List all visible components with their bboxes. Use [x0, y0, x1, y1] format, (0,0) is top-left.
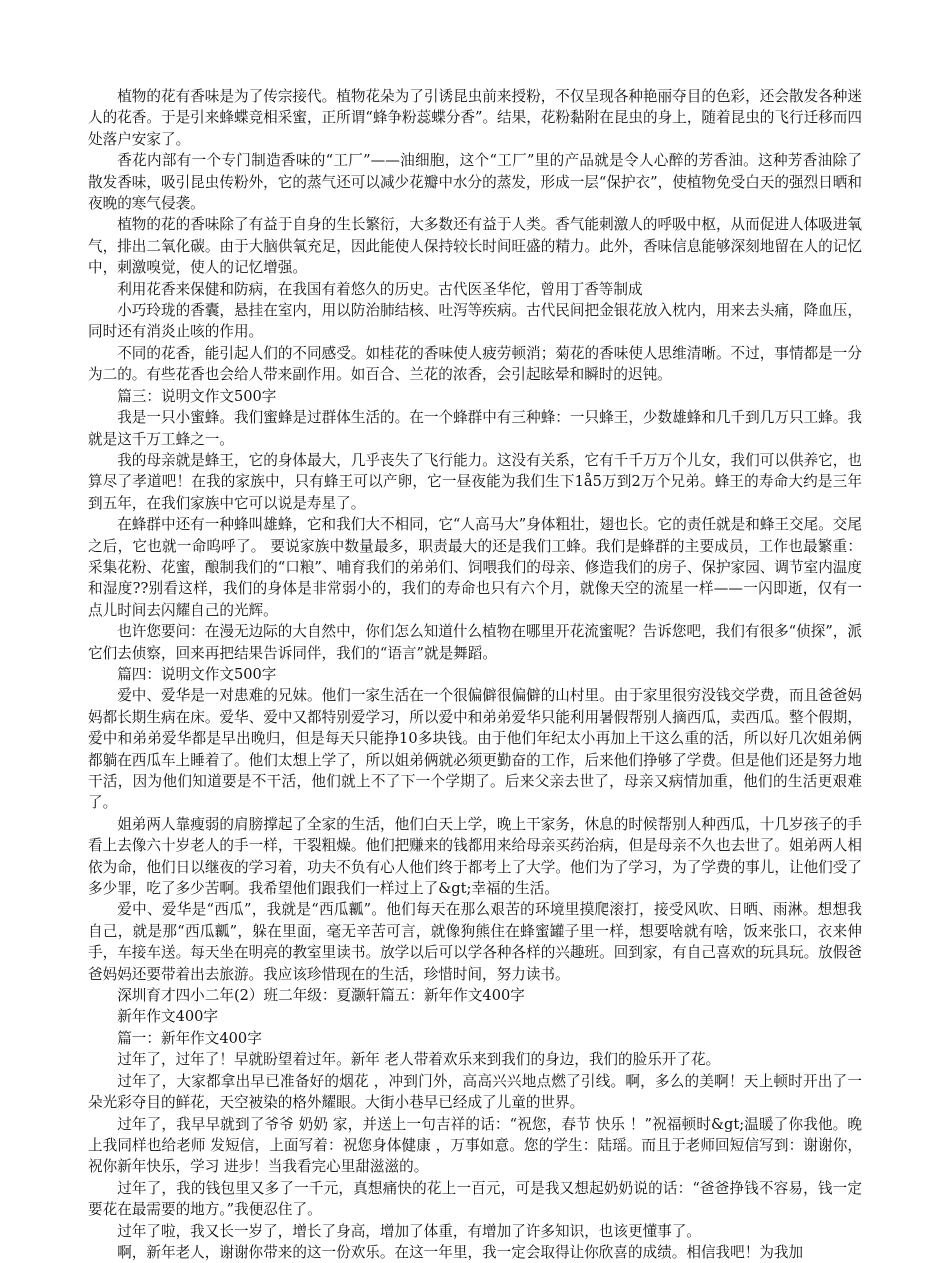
paragraph-24: 啊，新年老人，谢谢你带来的这一份欢乐。在这一年里，我一定会取得让你欣喜的成绩。相信我吧！为我加 — [117, 1243, 804, 1261]
paragraph-14: 姐弟两人靠瘦弱的肩膀撑起了全家的生活，他们白天上学，晚上干家务，休息的时候帮别人种西瓜，十几岁孩子的手看上去像六十岁老人的手一样，干裂粗燥。他们把赚来的钱都用来给母亲买药治病，但是母亲不久也去世了。姐弟两人相依为命，他们日以继夜的学习着，功夫不负有心人他们终于都考上了大学。他们为了学习，为了学费的事儿，让他们受了多少罪，吃了多少苦啊。我希望他们跟我们一样过上了&gt;幸福的生活。 — [88, 815, 862, 898]
paragraph-22: 过年了，我的钱包里又多了一千元，真想痛快的花上一百元，可是我又想起奶奶说的话：“爸爸挣钱不容易，钱一定要花在最需要的地方。”我便忍住了。 — [88, 1179, 862, 1219]
section-heading-5: 深圳育才四小二年(2）班二年级：夏灏轩篇五：新年作文400字 — [117, 987, 525, 1005]
essay-subheading-1: 篇一：新年作文400字 — [117, 1029, 262, 1047]
section-heading-4: 篇四：说明文作文500字 — [117, 665, 277, 683]
paragraph-9: 我的母亲就是蜂王，它的身体最大，几乎丧失了飞行能力。这没有关系，它有千千万万个儿女，我们可以供养它，也算尽了孝道吧！在我的家族中，只有蜂王可以产卵，它一昼夜能为我们生下1å5万到2万个兄弟。蜂王的寿命大约是三年到五年，在我们家族中它可以说是寿星了。 — [88, 451, 862, 512]
paragraph-5: 小巧玲珑的香囊，悬挂在室内，用以防治肺结核、吐泻等疾病。古代民间把金银花放入枕内，用来去头痛，降血压，同时还有消炎止咳的作用。 — [88, 302, 862, 341]
paragraph-2: 香花内部有一个专门制造香味的“工厂”——油细胞，这个“工厂”里的产品就是令人心醉的芳香油。这种芳香油除了散发香味，吸引昆虫传粉外，它的蒸气还可以减少花瓣中水分的蒸发，形成一层“保护衣”，使植物免受白天的强烈日晒和夜晚的寒气侵袭。 — [88, 152, 862, 213]
paragraph-8: 我是一只小蜜蜂。我们蜜蜂是过群体生活的。在一个蜂群中有三种蜂：一只蜂王，少数雄蜂和几千到几万只工蜂。我就是这千万工蜂之一。 — [88, 409, 862, 448]
essay-title: 新年作文400字 — [117, 1008, 219, 1026]
section-heading-3: 篇三：说明文作文500字 — [117, 387, 277, 405]
paragraph-13: 爱中、爱华是一对患难的兄妹。他们一家生活在一个很偏僻很偏僻的山村里。由于家里很穷没钱交学费，而且爸爸妈妈都长期生病在床。爱华、爱中又都特别爱学习，所以爱中和弟弟爱华只能利用暑假帮别人摘西瓜，卖西瓜。整个假期，爱中和弟弟爱华都是早出晚归，但是每天只能挣10多块钱。由于他们年纪太小再加上干这么重的活，所以好几次姐弟俩都躺在西瓜车上睡着了。他们太想上学了，所以姐弟俩就必须更勤奋的工作，后来他们挣够了学费。但是他们还是努力地干活，因为他们知道要是不干活，他们就上不了下一个学期了。后来父亲去世了，母亲又病情加重，他们的生活更艰难了。 — [88, 687, 862, 812]
paragraph-11: 也许您要问：在漫无边际的大自然中，你们怎么知道什么植物在哪里开花流蜜呢？告诉您吧，我们有很多“侦探”，派它们去侦察，回来再把结果告诉同伴，我们的“语言”就是舞蹈。 — [88, 623, 862, 662]
paragraph-23: 过年了啦，我又长一岁了，增长了身高，增加了体重，有增加了许多知识，也该更懂事了。 — [117, 1222, 701, 1240]
paragraph-20: 过年了，大家都拿出早已准备好的烟花 ，冲到门外，高高兴兴地点燃了引线。啊，多么的美啊！天上顿时开出了一朵光彩夺目的鲜花，天空被染的格外耀眼。大街小巷早已经成了儿童的世界。 — [88, 1072, 862, 1112]
paragraph-10: 在蜂群中还有一种蜂叫雄蜂，它和我们大不相同，它“人高马大”身体粗壮，翅也长。它的责任就是和蜂王交尾。交尾之后，它也就一命呜呼了。 要说家族中数量最多，职责最大的还是我们工蜂。我们是蜂群的主要成员，工作也最繁重：采集花粉、花蜜，酿制我们的“口粮”、哺育我们的弟弟们、饲喂我们的母亲、修造我们的房子、保护家园、调节室内温度和湿度??别看这样，我们的身体是非常弱小的，我们的寿命也只有六个月，就像天空的流星一样——一闪即逝，仅有一点儿时间去闪耀自己的光辉。 — [88, 516, 862, 619]
paragraph-4: 利用花香来保健和防病，在我国有着悠久的历史。古代医圣华佗，曾用丁香等制成 — [117, 280, 643, 298]
paragraph-19: 过年了，过年了！早就盼望着过年。新年 老人带着欢乐来到我们的身边，我们的脸乐开了花。 — [117, 1051, 721, 1069]
document-page — [88, 86, 862, 1263]
paragraph-15: 爱中、爱华是“西瓜”，我就是“西瓜瓤”。他们每天在那么艰苦的环境里摸爬滚打，接受风吹、日晒、雨淋。想想我自己，就是那“西瓜瓤”，躲在里面，毫无辛苦可言，就像狗熊住在蜂蜜罐子里一样，想要啥就有啥，饭来张口，衣来伸手，车接车送。每天坐在明亮的教室里读书。放学以后可以学各种各样的兴趣班。回到家，有自己喜欢的玩具玩。放假爸爸妈妈还要带着出去旅游。我应该珍惜现在的生活，珍惜时间，努力读书。 — [88, 901, 862, 983]
paragraph-1: 植物的花有香味是为了传宗接代。植物花朵为了引诱昆虫前来授粉，不仅呈现各种艳丽夺目的色彩，还会散发各种迷人的花香。于是引来蜂蝶竞相采蜜，正所谓“蜂争粉蕊蝶分香”。结果，花粉黏附在昆虫的身上，随着昆虫的飞行迁移而四处落户安家了。 — [88, 88, 862, 148]
paragraph-3: 植物的花的香味除了有益于自身的生长繁衍，大多数还有益于人类。香气能刺激人的呼吸中枢，从而促进人体吸进氧气，排出二氧化碳。由于大脑供氧充足，因此能使人保持较长时间旺盛的精力。此外，香味信息能够深刻地留在人的记忆中，刺激嗅觉，使人的记忆增强。 — [88, 216, 862, 277]
paragraph-6: 不同的花香，能引起人们的不同感受。如桂花的香味使人疲劳顿消；菊花的香味使人思维清晰。不过，事情都是一分为二的。有些花香也会给人带来副作用。如百合、兰花的浓香，会引起眩晕和瞬时的迟钝。 — [88, 344, 862, 384]
paragraph-21: 过年了，我早早就到了爷爷 奶奶 家，并送上一句吉祥的话：“祝您，春节 快乐 ！”祝福顿时&gt;温暖了你我他。晚上我同样也给老师 发短信，上面写着：祝您身体健康 ，万事如意。您的学生：陆瑶。而且于老师回短信写到：谢谢你，祝你新年快乐，学习 进步！当我看完心里甜滋滋的。 — [88, 1115, 862, 1176]
